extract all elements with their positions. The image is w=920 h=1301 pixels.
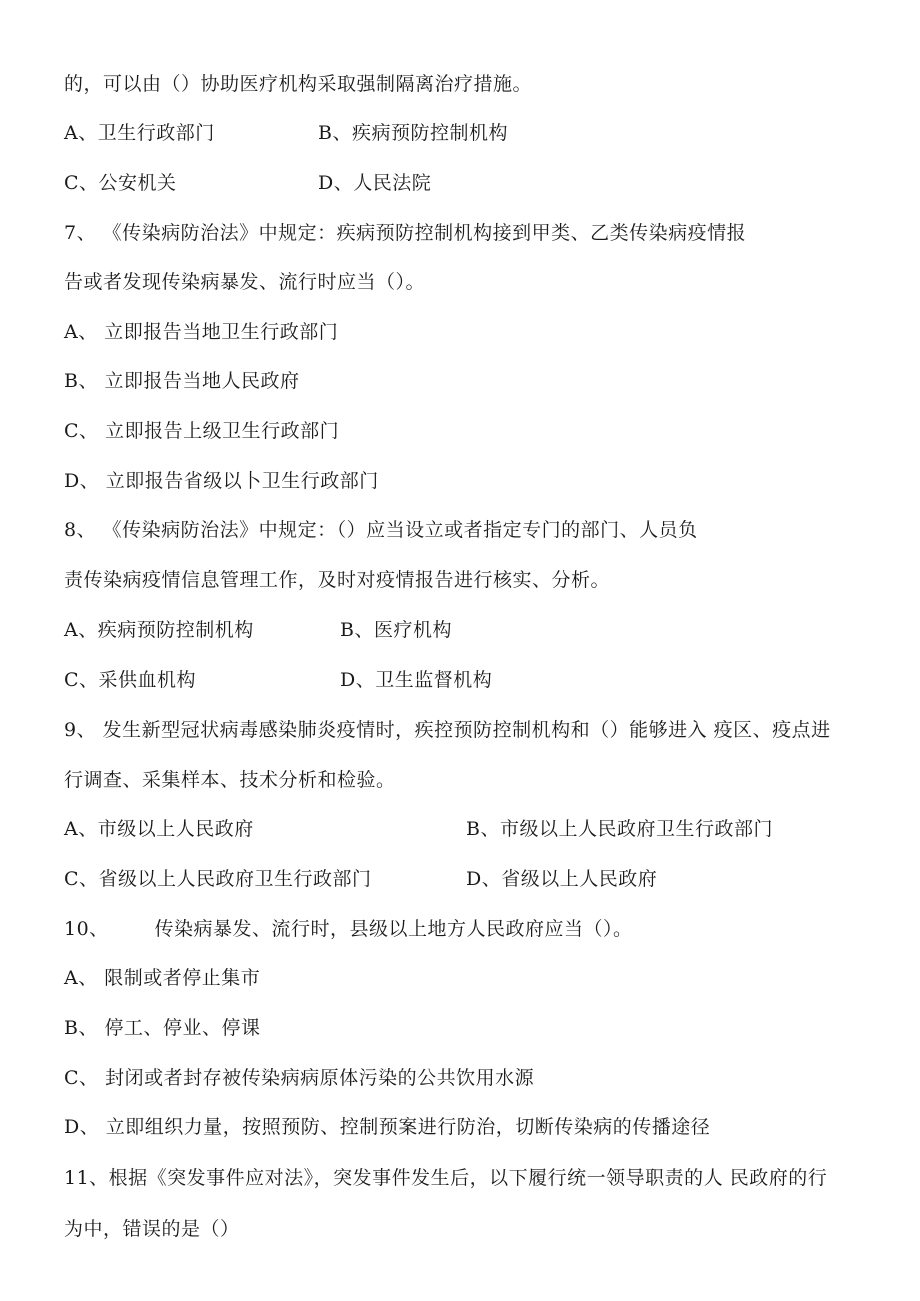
q9-stem-line-1: 9、 发生新型冠状病毒感染肺炎疫情时，疾控预防控制机构和（）能够进入 疫区、疫点进 <box>64 719 831 741</box>
q8-stem-line-1: 8、 《传染病防治法》中规定：（）应当设立或者指定专门的部门、人员负 <box>64 519 698 541</box>
q6-option-d: D、人民法院 <box>318 172 432 194</box>
q8-stem-line-2: 责传染病疫情信息管理工作，及时对疫情报告进行核实、分析。 <box>64 569 611 591</box>
q10-stem: 10、 传染病暴发、流行时，县级以上地方人民政府应当（）。 <box>64 918 633 940</box>
q11-stem-line-1: 11、根据《突发事件应对法》，突发事件发生后，以下履行统一领导职责的人 民政府的行 <box>64 1167 828 1189</box>
q7-option-c: C、 立即报告上级卫生行政部门 <box>64 420 340 442</box>
q10-option-c: C、 封闭或者封存被传染病病原体污染的公共饮用水源 <box>64 1067 535 1089</box>
q6-stem-end: 的，可以由（）协助医疗机构采取强制隔离治疗措施。 <box>64 73 533 95</box>
q11-stem-line-2: 为中，错误的是（） <box>64 1218 240 1240</box>
q9-option-b: B、市级以上人民政府卫生行政部门 <box>466 818 773 840</box>
q10-option-d: D、 立即组织力量，按照预防、控制预案进行防治，切断传染病的传播途径 <box>64 1116 711 1138</box>
q8-option-d: D、卫生监督机构 <box>340 669 493 691</box>
q10-option-b: B、 停工、停业、停课 <box>64 1017 261 1039</box>
q8-option-b: B、医疗机构 <box>340 619 452 641</box>
q9-option-c: C、省级以上人民政府卫生行政部门 <box>64 868 372 890</box>
q7-stem-line-1: 7、 《传染病防治法》中规定：疾病预防控制机构接到甲类、乙类传染病疫情报 <box>64 222 747 244</box>
q9-stem-line-2: 行调查、采集样本、技术分析和检验。 <box>64 769 396 791</box>
q6-option-b: B、疾病预防控制机构 <box>318 122 508 144</box>
q7-option-a: A、 立即报告当地卫生行政部门 <box>64 321 339 343</box>
q6-option-a: A、卫生行政部门 <box>64 122 215 144</box>
q7-stem-line-2: 告或者发现传染病暴发、流行时应当（）。 <box>64 271 426 293</box>
q9-option-d: D、省级以上人民政府 <box>466 868 658 890</box>
q8-option-a: A、疾病预防控制机构 <box>64 619 254 641</box>
q8-option-c: C、采供血机构 <box>64 669 197 691</box>
q7-option-b: B、 立即报告当地人民政府 <box>64 370 300 392</box>
q7-option-d: D、 立即报告省级以卜卫生行政部门 <box>64 470 379 492</box>
q10-option-a: A、 限制或者停止集市 <box>64 967 261 989</box>
q9-option-a: A、市级以上人民政府 <box>64 818 254 840</box>
q6-option-c: C、公安机关 <box>64 172 177 194</box>
